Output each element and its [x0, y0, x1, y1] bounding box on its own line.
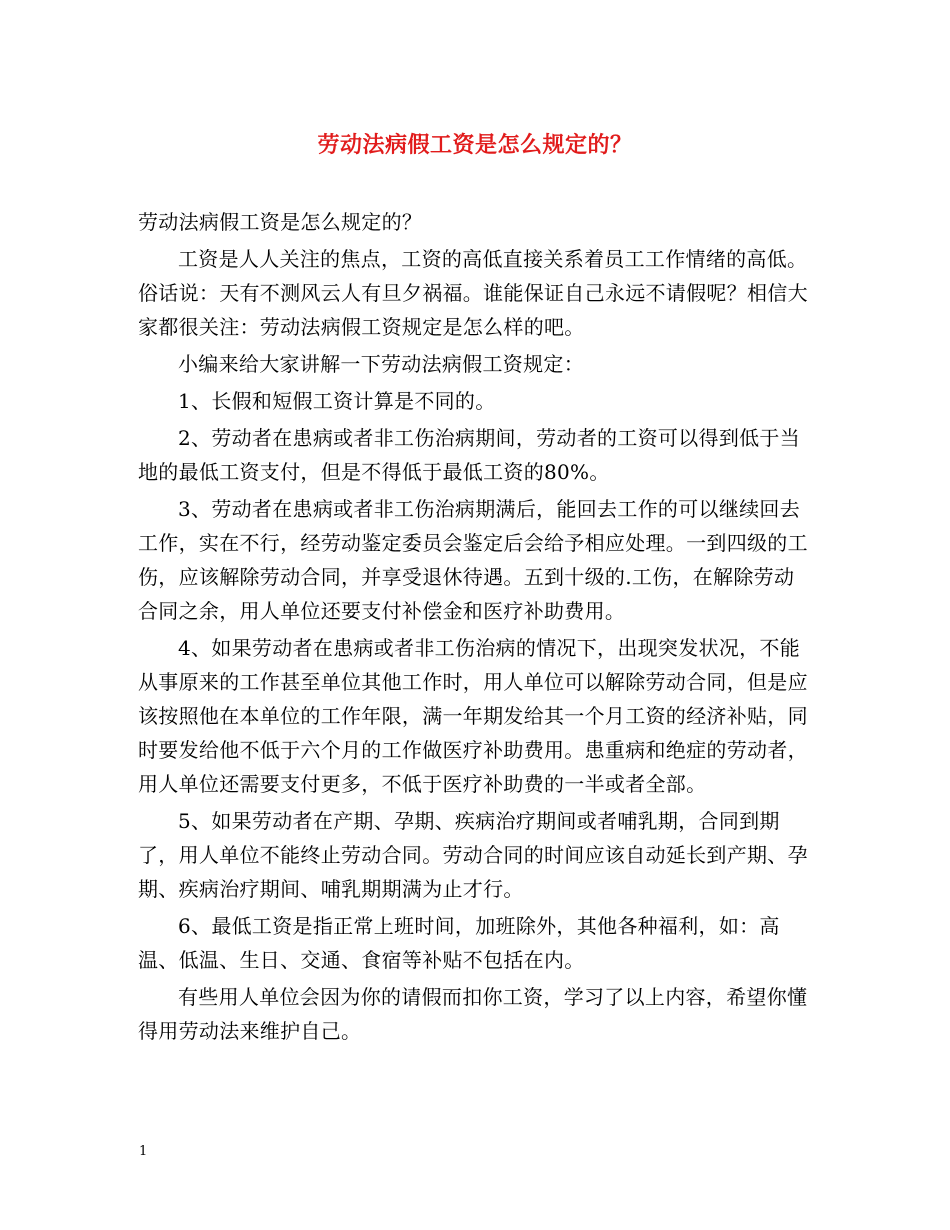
- document-subtitle: 劳动法病假工资是怎么规定的？: [138, 210, 423, 234]
- document-body: [138, 205, 814, 1048]
- paragraph-item-5: 5、如果劳动者在产期、孕期、疾病治疗期间或者哺乳期，合同到期了，用人单位不能终止劳动合同。劳动合同的时间应该自动延长到产期、孕期、疾病治疗期间、哺乳期期满为止才行。: [138, 809, 808, 901]
- paragraph-item-1: 1、长假和短假工资计算是不同的。: [178, 389, 496, 413]
- paragraph-lead-in: 小编来给大家讲解一下劳动法病假工资规定：: [178, 352, 584, 376]
- paragraph-item-4: 4、如果劳动者在患病或者非工伤治病的情况下，出现突发状况，不能从事原来的工作甚至单位其他工作时，用人单位可以解除劳动合同，但是应该按照他在本单位的工作年限，满一年期发给其一个月工资的经济补贴，同时要发给他不低于六个月的工作做医疗补助费用。患重病和绝症的劳动者，用人单位还需要支付更多，不低于医疗补助费的一半或者全部。: [138, 636, 808, 796]
- paragraph-intro: 工资是人人关注的焦点，工资的高低直接关系着员工工作情绪的高低。俗话说：天有不测风云人有旦夕祸福。谁能保证自己永远不请假呢？相信大家都很关注：劳动法病假工资规定是怎么样的吧。: [138, 247, 808, 339]
- paragraph-item-2: 2、劳动者在患病或者非工伤治病期间，劳动者的工资可以得到低于当地的最低工资支付，但是不得低于最低工资的80%。: [138, 426, 801, 484]
- page-number: 1: [139, 1144, 148, 1159]
- paragraph-conclusion: 有些用人单位会因为你的请假而扣你工资，学习了以上内容，希望你懂得用劳动法来维护自己。: [138, 985, 808, 1043]
- paragraph-item-6: 6、最低工资是指正常上班时间，加班除外，其他各种福利，如：高温、低温、生日、交通、食宿等补贴不包括在内。: [138, 914, 780, 972]
- page-title: 劳动法病假工资是怎么规定的？: [317, 132, 633, 158]
- paragraph-item-3: 3、劳动者在患病或者非工伤治病期满后，能回去工作的可以继续回去工作，实在不行，经劳动鉴定委员会鉴定后会给予相应处理。一到四级的工伤，应该解除劳动合同，并享受退休待遇。五到十级的.工伤，在解除劳动合同之余，用人单位还要支付补偿金和医疗补助费用。: [138, 497, 808, 623]
